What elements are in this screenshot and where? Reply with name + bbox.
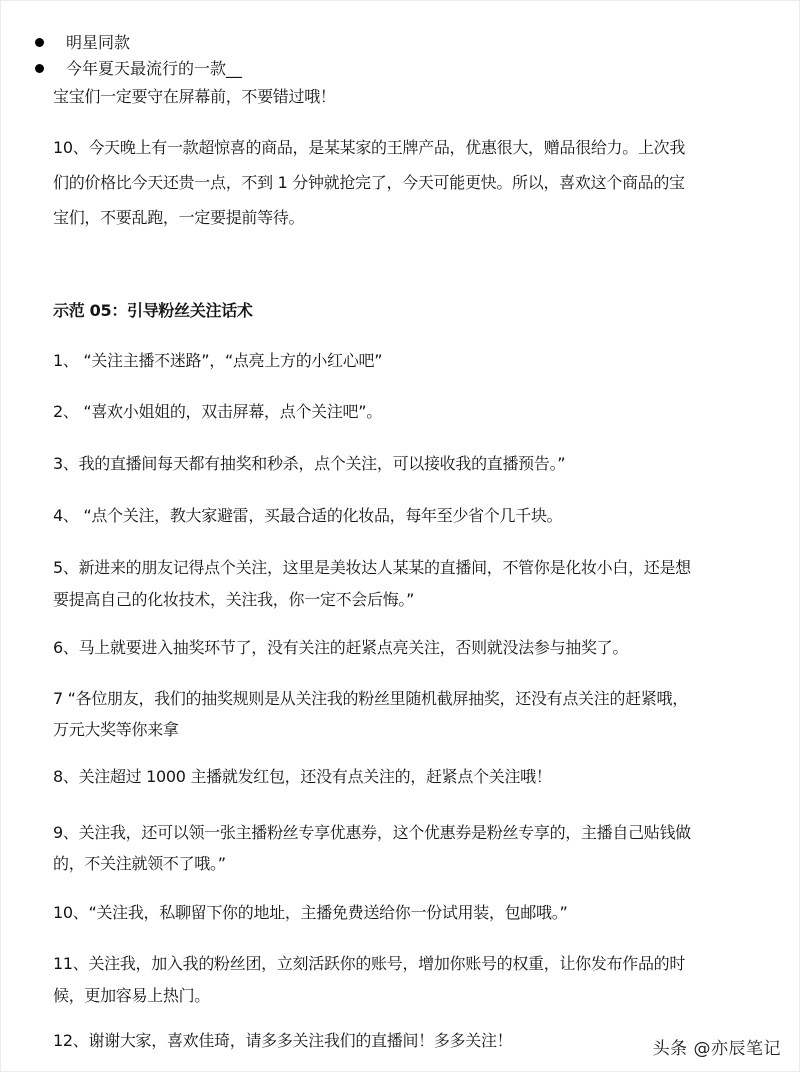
bullet-dot-icon — [35, 64, 44, 73]
list-item: 11、关注我，加入我的粉丝团，立刻活跃你的账号，增加你账号的权重，让你发布作品的时 — [53, 954, 686, 973]
list-item: 10、“关注我，私聊留下你的地址，主播免费送给你一份试用装，包邮哦。” — [53, 903, 568, 922]
list-item: 1、 “关注主播不迷路”，“点亮上方的小红心吧” — [53, 351, 383, 370]
bullet-item — [35, 33, 130, 53]
bullet-item — [35, 59, 242, 79]
list-item: 6、马上就要进入抽奖环节了，没有关注的赶紧点亮关注，否则就没法参与抽奖了。 — [53, 638, 629, 657]
list-item: 3、我的直播间每天都有抽奖和秒杀，点个关注，可以接收我的直播预告。” — [53, 454, 566, 473]
paragraph-line: 宝们，不要乱跑，一定要提前等待。 — [53, 208, 305, 227]
list-item-cont: 的，不关注就领不了哦。” — [53, 854, 226, 873]
bullet-text: 今年夏天最流行的一款__ — [66, 59, 243, 78]
paragraph-line: 10、今天晚上有一款超惊喜的商品，是某某家的王牌产品，优惠很大，赠品很给力。上次我 — [53, 138, 686, 157]
list-item: 2、 “喜欢小姐姐的，双击屏幕，点个关注吧”。 — [53, 402, 382, 421]
list-item-cont: 万元大奖等你来拿 — [53, 720, 179, 739]
intro-line: 宝宝们一定要守在屏幕前，不要错过哦！ — [53, 87, 336, 106]
list-item: 12、谢谢大家，喜欢佳琦，请多多关注我们的直播间！多多关注！ — [53, 1031, 513, 1050]
paragraph-line: 们的价格比今天还贵一点，不到 1 分钟就抢完了，今天可能更快。所以，喜欢这个商品的宝 — [53, 173, 685, 192]
bullet-dot-icon — [35, 38, 44, 47]
list-item-cont: 要提高自己的化妆技术，关注我，你一定不会后悔。” — [53, 590, 415, 609]
watermark: 头条 @亦辰笔记 — [652, 1039, 781, 1059]
list-item: 8、关注超过 1000 主播就发红包，还没有点关注的，赶紧点个关注哦！ — [53, 767, 552, 786]
list-item: 7 “各位朋友，我们的抽奖规则是从关注我的粉丝里随机截屏抽奖，还没有点关注的赶紧哦， — [53, 689, 688, 708]
bullet-text: 明星同款 — [66, 33, 131, 52]
list-item: 9、关注我，还可以领一张主播粉丝专享优惠券，这个优惠券是粉丝专享的，主播自己贴钱做 — [53, 823, 691, 842]
list-item: 4、 “点个关注，教大家避雷，买最合适的化妆品，每年至少省个几千块。 — [53, 506, 563, 525]
list-item-cont: 候，更加容易上热门。 — [53, 986, 211, 1005]
section-heading: 示范 05：引导粉丝关注话术 — [53, 301, 253, 320]
list-item: 5、新进来的朋友记得点个关注，这里是美妆达人某某的直播间，不管你是化妆小白，还是想 — [53, 558, 691, 577]
